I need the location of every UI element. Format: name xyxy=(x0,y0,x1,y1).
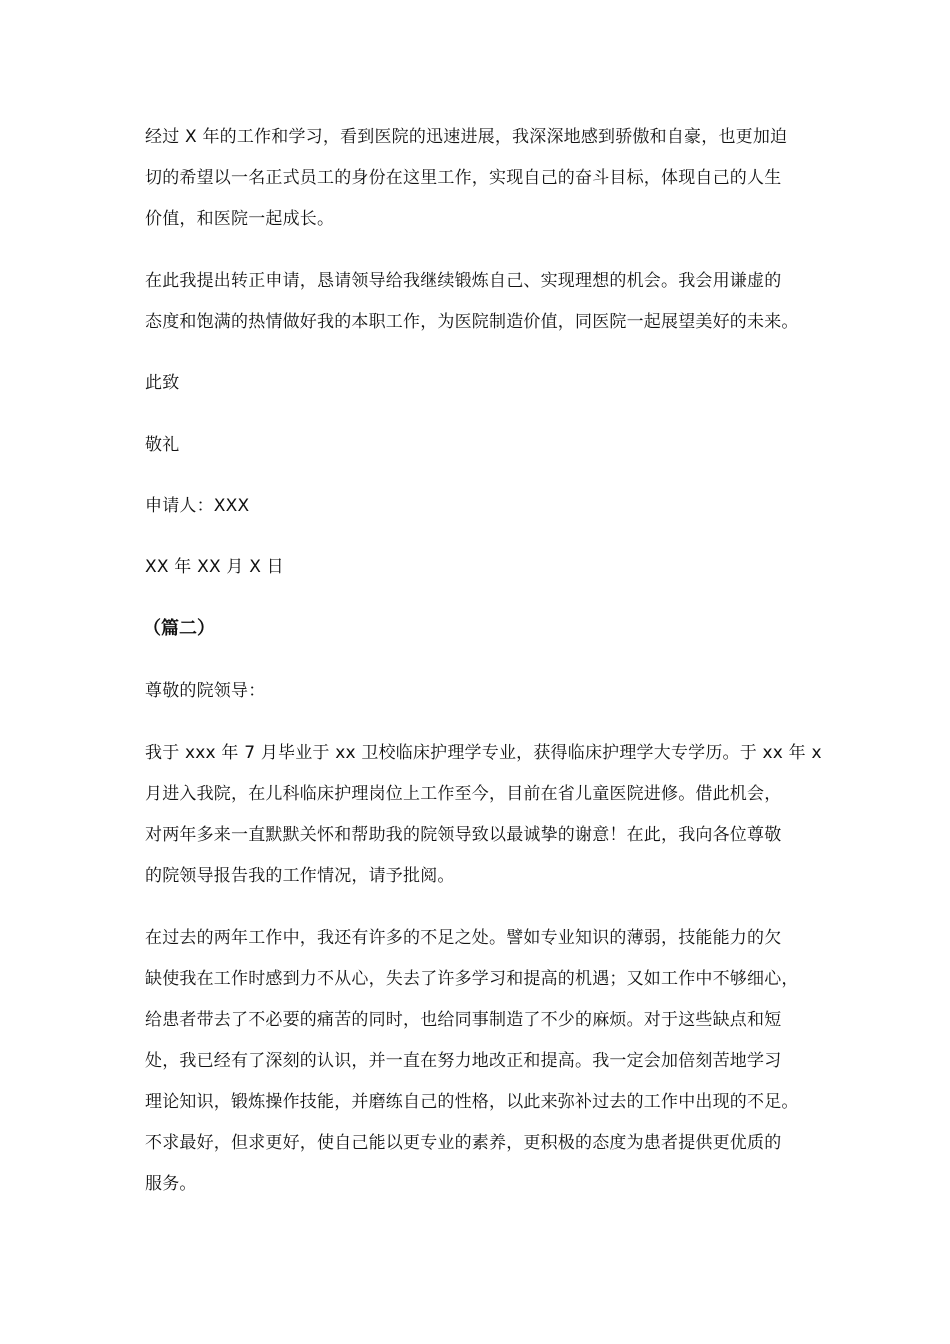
paragraph-line: 服务。 xyxy=(145,1174,197,1194)
paragraph-line: 给患者带去了不必要的痛苦的同时，也给同事制造了不少的麻烦。对于这些缺点和短 xyxy=(145,1010,782,1030)
paragraph-line: 价值，和医院一起成长。 xyxy=(145,209,335,229)
paragraph-line: 经过 X 年的工作和学习，看到医院的迅速进展，我深深地感到骄傲和自豪，也更加迫 xyxy=(145,127,788,147)
paragraph-line: 的院领导报告我的工作情况，请予批阅。 xyxy=(145,866,455,886)
paragraph-line: 对两年多来一直默默关怀和帮助我的院领导致以最诚挚的谢意！在此，我向各位尊敬 xyxy=(145,825,782,845)
paragraph-line: 处，我已经有了深刻的认识，并一直在努力地改正和提高。我一定会加倍刻苦地学习 xyxy=(145,1051,782,1071)
paragraph-line: 态度和饱满的热情做好我的本职工作，为医院制造价值，同医院一起展望美好的未来。 xyxy=(145,312,799,332)
paragraph-line: 我于 xxx 年 7 月毕业于 xx 卫校临床护理学专业，获得临床护理学大专学历。于 xx 年 x xyxy=(145,743,822,763)
applicant-signature: 申请人：XXX xyxy=(145,496,250,516)
paragraph-line: 在过去的两年工作中，我还有许多的不足之处。譬如专业知识的薄弱，技能能力的欠 xyxy=(145,928,782,948)
section-heading: （篇二） xyxy=(143,618,215,639)
paragraph-line: 不求最好，但求更好，使自己能以更专业的素养，更积极的态度为患者提供更优质的 xyxy=(145,1133,782,1153)
paragraph-line: 缺使我在工作时感到力不从心，失去了许多学习和提高的机遇；又如工作中不够细心， xyxy=(145,969,799,989)
closing-regards: 敬礼 xyxy=(145,435,180,455)
paragraph-line: 理论知识，锻炼操作技能，并磨练自己的性格，以此来弥补过去的工作中出现的不足。 xyxy=(145,1092,799,1112)
paragraph-line: 月进入我院，在儿科临床护理岗位上工作至今，目前在省儿童医院进修。借此机会， xyxy=(145,784,782,804)
paragraph-line: 在此我提出转正申请，恳请领导给我继续锻炼自己、实现理想的机会。我会用谦虚的 xyxy=(145,271,782,291)
letter-greeting: 尊敬的院领导： xyxy=(145,681,266,701)
paragraph-line: 切的希望以一名正式员工的身份在这里工作，实现自己的奋斗目标，体现自己的人生 xyxy=(145,168,782,188)
closing-salutation: 此致 xyxy=(145,373,180,393)
letter-date: XX 年 XX 月 X 日 xyxy=(145,557,284,577)
